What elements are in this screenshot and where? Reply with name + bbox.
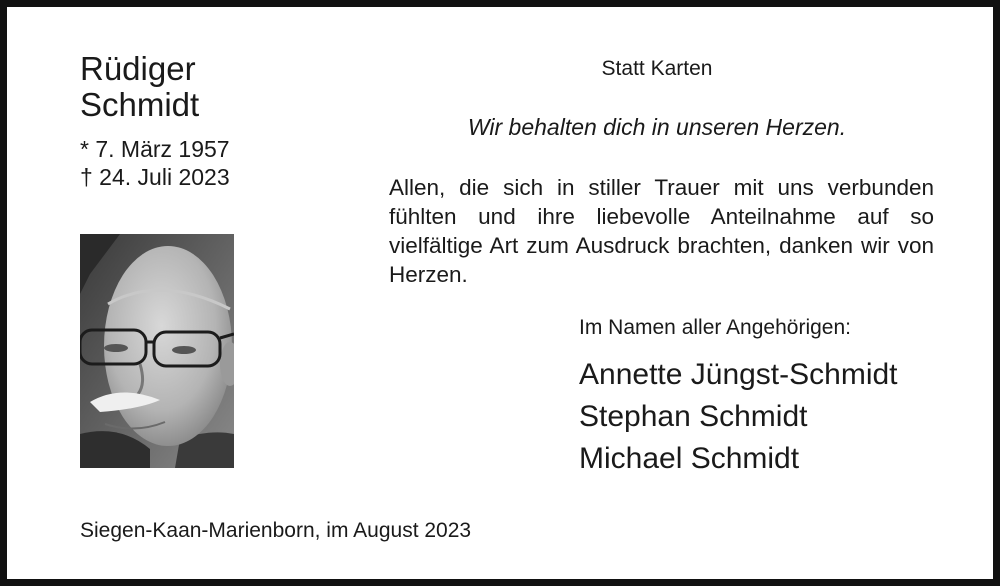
deceased-first-name: Rüdiger: [80, 50, 196, 87]
family-names: [579, 354, 898, 480]
place-and-date: Siegen-Kaan-Marienborn, im August 2023: [80, 519, 472, 542]
life-dates: [80, 135, 230, 191]
family-member: Michael Schmidt: [579, 442, 800, 475]
family-member: Stephan Schmidt: [579, 400, 808, 433]
deceased-name: [80, 51, 199, 123]
death-date: † 24. Juli 2023: [80, 164, 230, 190]
signoff-label: Im Namen aller Angehörigen:: [579, 316, 851, 339]
deceased-last-name: Schmidt: [80, 86, 200, 123]
notice-headline: Statt Karten: [601, 57, 713, 80]
memorial-quote: Wir behalten dich in unseren Herzen.: [467, 114, 847, 140]
portrait-photo: [80, 234, 234, 468]
thank-you-text: Allen, die sich in stiller Trauer mit uns verbunden fühlten und ihre liebevolle Anteilnahme auf so vielfältige Art zum Ausdruck brachten, danken wir von Herzen.: [389, 175, 934, 287]
family-member: Annette Jüngst-Schmidt: [579, 358, 898, 391]
birth-date: * 7. März 1957: [80, 136, 230, 162]
